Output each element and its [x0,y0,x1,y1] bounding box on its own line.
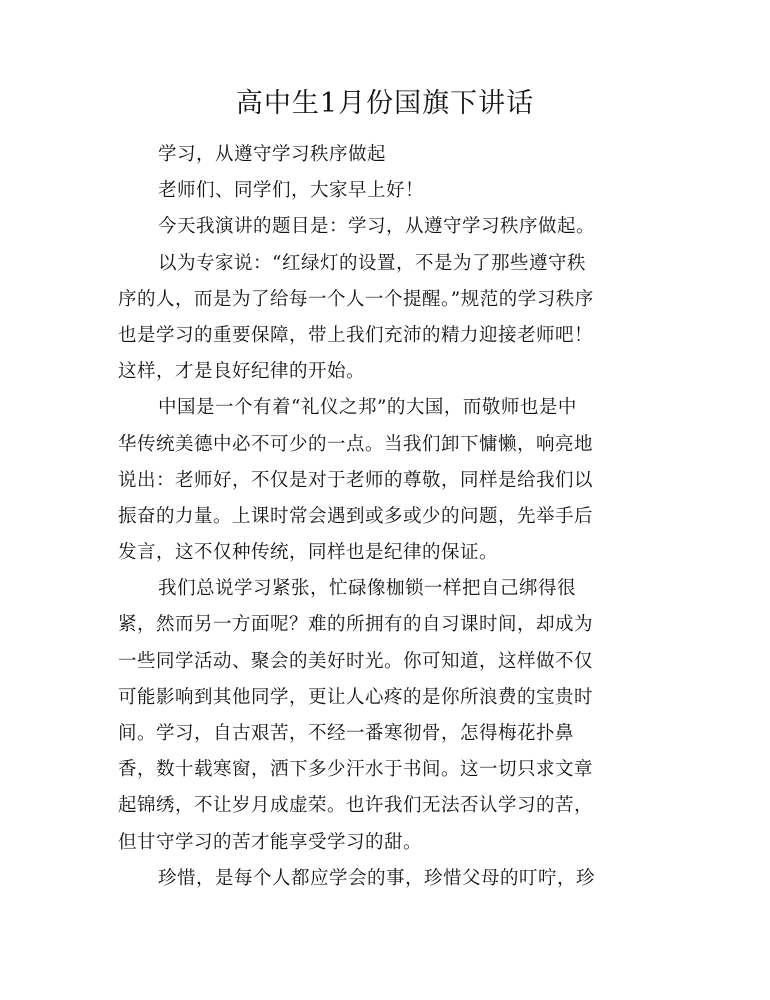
page-title: 高中生1月份国旗下讲话 [235,88,535,119]
text-line: 珍惜，是每个人都应学会的事，珍惜父母的叮咛，珍 [158,867,596,889]
text-line: 但甘守学习的苦才能享受学习的甜。 [118,831,423,853]
text-line: 也是学习的重要保障，带上我们充沛的精力迎接老师吧！ [118,324,594,346]
text-line: 老师们、同学们，大家早上好！ [158,180,425,202]
text-line: 我们总说学习紧张，忙碌像枷锁一样把自己绑得很 [158,578,577,600]
text-line: 可能影响到其他同学，更让人心疼的是你所浪费的宝贵时 [118,686,594,708]
text-line: 今天我演讲的题目是：学习，从遵守学习秩序做起。 [158,216,596,238]
text-line: 间。学习，自古艰苦，不经一番寒彻骨，怎得梅花扑鼻 [118,723,575,744]
text-line: 说出：老师好，不仅是对于老师的尊敬，同样是给我们以 [118,469,594,491]
text-line: 一些同学活动、聚会的美好时光。你可知道，这样做不仅 [118,650,594,672]
text-line: 序的人，而是为了给每一个人一个提醒。”规范的学习秩序 [118,288,594,310]
text-line: 起锦绣，不让岁月成虚荣。也许我们无法否认学习的苦， [118,795,594,817]
text-line: 紧，然而另一方面呢？难的所拥有的自习课时间，却成为 [118,614,594,636]
text-line: 中国是一个有着“礼仪之邦”的大国，而敬师也是中 [158,397,577,419]
text-line: 发言，这不仅种传统，同样也是纪律的保证。 [118,542,499,564]
text-line: 香，数十载寒窗，洒下多少汗水于书间。这一切只求文章 [118,759,594,781]
text-line: 华传统美德中必不可少的一点。当我们卸下慵懒，响亮地 [118,433,594,455]
speech-body [118,137,644,897]
text-line: 以为专家说：“红绿灯的设置，不是为了那些遵守秩 [158,252,586,274]
text-line: 振奋的力量。上课时常会遇到或多或少的问题，先举手后 [118,505,594,527]
text-line: 这样，才是良好纪律的开始。 [118,361,366,383]
text-line: 学习，从遵守学习秩序做起 [158,144,387,165]
